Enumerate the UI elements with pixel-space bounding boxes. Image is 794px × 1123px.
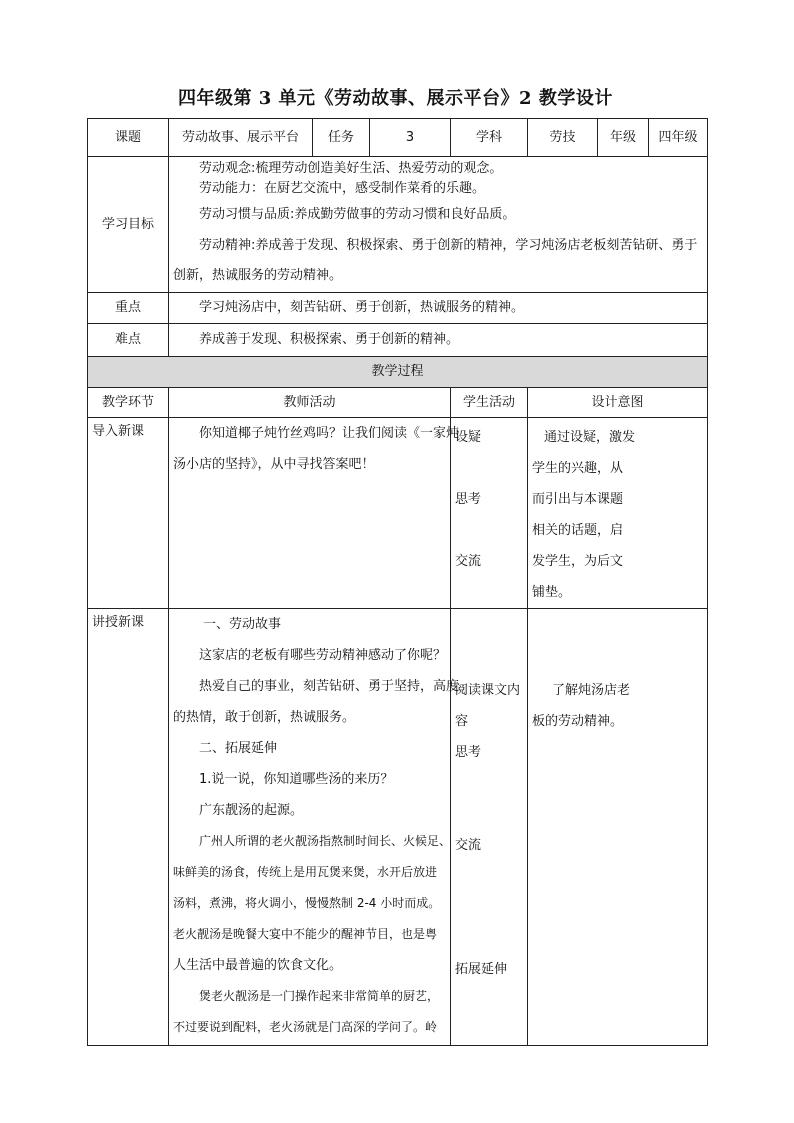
intent-line: 了解炖汤店老: [552, 683, 631, 698]
student-line: 阅读课文内容: [455, 683, 521, 729]
teacher-line: 人生活中最普遍的饮食文化。: [173, 958, 343, 973]
intent-line: 而引出与本课题: [532, 492, 624, 507]
col-student: 学生活动: [451, 388, 528, 418]
intro-teacher: [169, 418, 460, 609]
col-stage: 教学环节: [88, 388, 169, 418]
teacher-line: 热爱自己的事业，刻苦钻研、勇于坚持，高度: [199, 679, 460, 694]
teacher-line: 汤小店的坚持》，从中寻找答案吧！: [173, 457, 375, 472]
intro-intent: [528, 418, 708, 609]
lecture-stage: 讲授新课: [88, 609, 169, 1046]
teacher-line: 汤料，煮沸，将火调小，慢慢熬制 2-4 小时而成。: [173, 896, 441, 910]
course-value: 劳动故事、展示平台: [169, 119, 313, 157]
col-teacher: 教师活动: [169, 388, 451, 418]
objectives-label: 学习目标: [88, 157, 169, 293]
key-point-label: 重点: [88, 293, 169, 324]
student-line: [455, 515, 523, 546]
student-line: [455, 768, 523, 799]
student-line: [455, 861, 523, 892]
objective-line: 劳动能力：在厨艺交流中，感受制作菜肴的乐趣。: [199, 180, 486, 196]
page-title: 四年级第 3 单元《劳动故事、展示平台》2 教学设计: [178, 88, 613, 109]
teacher-line: 的热情，敢于创新，热诚服务。: [173, 710, 356, 725]
teacher-line: 不过要说到配料，老火汤就是门高深的学问了。岭: [173, 1020, 438, 1034]
course-label: 课题: [88, 119, 169, 157]
intent-line: 发学生，为后文: [532, 554, 624, 569]
process-header-row: [88, 357, 708, 388]
intent-line: 铺垫。: [532, 585, 572, 600]
key-point-text: 学习炖汤店中，刻苦钻研、勇于创新，热诚服务的精神。: [169, 293, 708, 324]
difficulty-text: 养成善于发现、积极探索、勇于创新的精神。: [169, 324, 708, 357]
intent-line: [532, 613, 703, 644]
column-header-row: [88, 388, 708, 418]
teacher-line: 1.说一说，你知道哪些汤的来历？: [199, 772, 394, 787]
lecture-teacher: [169, 609, 460, 1046]
intent-line: [532, 644, 703, 675]
student-line: 设疑: [455, 430, 482, 445]
header-row: [88, 119, 708, 157]
intro-row: [88, 418, 708, 609]
student-line: [455, 644, 523, 675]
teacher-line: 老火靓汤是晚餐大宴中不能少的醒神节目，也是粤: [173, 927, 438, 941]
objectives-row: [88, 157, 708, 293]
objectives-content: [169, 157, 708, 293]
student-line: 交流: [455, 838, 482, 853]
student-line: [455, 923, 523, 954]
grade-label: 年级: [598, 119, 649, 157]
process-header: 教学过程: [88, 357, 708, 388]
subject-value: 劳技: [528, 119, 598, 157]
task-label: 任务: [313, 119, 370, 157]
difficulty-label: 难点: [88, 324, 169, 357]
teacher-line: 味鲜美的汤食，传统上是用瓦煲来煲，水开后放进: [173, 865, 438, 879]
intent-line: 学生的兴趣，从: [532, 461, 624, 476]
student-line: 交流: [455, 554, 482, 569]
lecture-row: [88, 609, 708, 1046]
intent-line: 通过设疑，激发: [544, 430, 636, 445]
grade-value: 四年级: [649, 119, 708, 157]
objective-line: 劳动习惯与品质:养成勤劳做事的劳动习惯和良好品质。: [199, 206, 516, 222]
intent-line: 板的劳动精神。: [532, 714, 624, 729]
objective-line: 劳动观念:梳理劳动创造美好生活、热爱劳动的观念。: [199, 160, 503, 176]
lecture-intent: [528, 609, 708, 1046]
student-line: [455, 453, 523, 484]
col-intent: 设计意图: [528, 388, 708, 418]
intro-student: [451, 418, 528, 609]
student-line: [455, 799, 523, 830]
lecture-student: [451, 609, 528, 1046]
teacher-line: 一、劳动故事: [203, 617, 282, 632]
teacher-line: 二、拓展延伸: [199, 741, 278, 756]
teacher-line: 广东靓汤的起源。: [199, 803, 304, 818]
student-line: 思考: [455, 745, 482, 760]
subject-label: 学科: [451, 119, 528, 157]
objective-line: 劳动精神:养成善于发现、积极探索、勇于创新的精神，学习炖汤店老板刻苦钻研、勇于创新，热诚服务的劳动精神。: [173, 237, 698, 283]
intro-stage: 导入新课: [88, 418, 169, 609]
key-point-row: [88, 293, 708, 324]
lesson-plan-table: [87, 118, 708, 1046]
intent-line: 相关的话题，启: [532, 523, 624, 538]
difficulty-row: [88, 324, 708, 357]
teacher-line: 煲老火靓汤是一门操作起来非常简单的厨艺，: [199, 989, 440, 1003]
student-line: 拓展延伸: [455, 962, 508, 977]
student-line: [455, 892, 523, 923]
teacher-line: 广州人所谓的老火靓汤指熬制时间长、火候足、: [199, 834, 452, 848]
student-line: [455, 613, 523, 644]
student-line: 思考: [455, 492, 482, 507]
task-value: 3: [370, 119, 451, 157]
teacher-line: 这家店的老板有哪些劳动精神感动了你呢？: [199, 648, 447, 663]
teacher-line: 你知道椰子炖竹丝鸡吗？让我们阅读《一家炖: [199, 426, 460, 441]
